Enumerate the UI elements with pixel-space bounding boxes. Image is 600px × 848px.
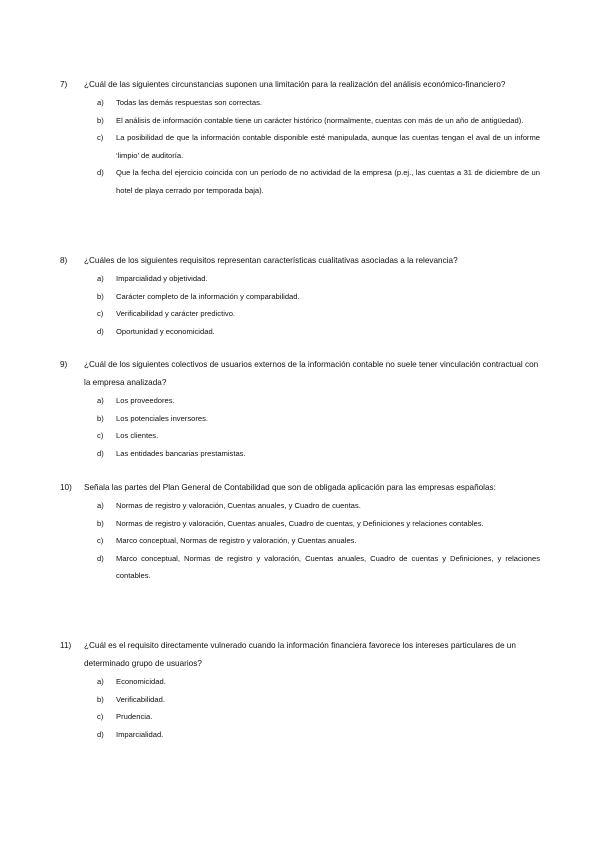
option-letter: a) — [97, 274, 104, 283]
option-text: Los clientes. — [116, 431, 159, 441]
question-text: Señala las partes del Plan General de Contabilidad que son de obligada aplicación para las empresas españolas: — [84, 483, 496, 492]
option-letter: a) — [97, 501, 104, 510]
option-letter: a) — [97, 677, 104, 686]
option-letter: c) — [97, 133, 104, 143]
option-text: Normas de registro y valoración, Cuentas anuales, Cuadro de cuentas, y Definiciones y relaciones contables. — [116, 518, 484, 528]
question-8 — [60, 252, 540, 340]
option-item — [97, 164, 540, 199]
question-text: ¿Cuál de las siguientes circunstancias suponen una limitación para la realización del análisis económico-financiero? — [84, 80, 506, 89]
option-item — [97, 305, 540, 323]
option-text: Todas las demás respuestas son correctas. — [116, 98, 263, 107]
question-text: ¿Cuál es el requisito directamente vulnerado cuando la información financiera favorece los intereses particulares de un determinado grupo de usuarios? — [84, 641, 516, 668]
option-text: Los proveedores. — [116, 396, 175, 405]
option-letter: b) — [97, 518, 104, 528]
option-letter: d) — [97, 168, 104, 178]
option-item — [97, 515, 540, 533]
option-letter: d) — [97, 553, 104, 563]
question-10 — [60, 479, 540, 585]
option-text: Los potenciales inversores. — [116, 413, 209, 423]
option-text: Las entidades bancarias prestamistas. — [116, 448, 246, 458]
option-letter: c) — [97, 536, 104, 546]
question-number: 9) — [60, 360, 68, 369]
question-number: 8) — [60, 256, 68, 265]
option-letter: b) — [97, 291, 104, 301]
option-letter: b) — [97, 115, 104, 125]
option-text: Marco conceptual, Normas de registro y valoración, y Cuentas anuales. — [116, 536, 357, 546]
option-item — [97, 726, 540, 744]
option-text: La posibilidad de que la información contable disponible esté manipulada, aunque las cuentas tengan el aval de un informe ‘limpio’ de auditoría. — [116, 133, 540, 160]
option-text: Economicidad. — [116, 677, 166, 686]
option-letter: b) — [97, 694, 104, 704]
option-item — [97, 129, 540, 164]
question-9 — [60, 356, 540, 462]
question-number: 10) — [60, 483, 72, 492]
option-letter: b) — [97, 413, 104, 423]
question-text: ¿Cuál de los siguientes colectivos de usuarios externos de la información contable no suele tener vinculación contractual con la empresa analizada? — [84, 360, 539, 387]
option-item — [97, 445, 540, 463]
question-11 — [60, 637, 540, 743]
option-item — [97, 497, 540, 515]
option-text: Imparcialidad y objetividad. — [116, 274, 208, 283]
option-item — [97, 673, 540, 691]
option-letter: c) — [97, 712, 104, 722]
option-letter: a) — [97, 98, 104, 107]
option-letter: d) — [97, 448, 104, 458]
options-list — [97, 392, 540, 462]
option-text: Normas de registro y valoración, Cuentas anuales, y Cuadro de cuentas. — [116, 501, 361, 510]
option-item — [97, 270, 540, 288]
question-number: 7) — [60, 80, 68, 89]
option-item — [97, 691, 540, 709]
options-list — [97, 270, 540, 340]
option-item — [97, 550, 540, 585]
question-number: 11) — [60, 641, 72, 650]
option-letter: c) — [97, 309, 104, 319]
option-text: Carácter completo de la información y comparabilidad. — [116, 291, 300, 301]
option-item — [97, 392, 540, 410]
option-text: Imparcialidad. — [116, 729, 164, 739]
option-item — [97, 427, 540, 445]
options-list — [97, 497, 540, 585]
option-item — [97, 94, 540, 112]
option-letter: d) — [97, 326, 104, 336]
options-list — [97, 673, 540, 743]
option-text: Verificabilidad. — [116, 694, 165, 704]
option-item — [97, 410, 540, 428]
option-item — [97, 532, 540, 550]
option-text: Marco conceptual, Normas de registro y valoración, Cuentas anuales, Cuadro de cuentas y Definiciones, y relaciones contables. — [116, 553, 540, 581]
option-letter: c) — [97, 431, 104, 441]
option-item — [97, 708, 540, 726]
option-text: Que la fecha del ejercicio coincida con un período de no actividad de la empresa (p.ej., las cuentas a 31 de diciembre de un hotel de playa cerrado por temporada baja). — [116, 168, 540, 195]
question-7 — [60, 76, 540, 200]
option-text: Oportunidad y economicidad. — [116, 326, 215, 336]
option-text: Prudencia. — [116, 712, 153, 722]
options-list — [97, 94, 540, 200]
option-letter: a) — [97, 396, 104, 405]
option-item — [97, 112, 540, 130]
option-item — [97, 323, 540, 341]
option-item — [97, 288, 540, 306]
question-text: ¿Cuáles de los siguientes requisitos representan características cualitativas asociadas a la relevancia? — [84, 256, 458, 265]
option-letter: d) — [97, 729, 104, 739]
option-text: Verificabilidad y carácter predictivo. — [116, 309, 236, 319]
option-text: El análisis de información contable tiene un carácter histórico (normalmente, cuentas con más de un año de antigüedad). — [116, 115, 524, 125]
